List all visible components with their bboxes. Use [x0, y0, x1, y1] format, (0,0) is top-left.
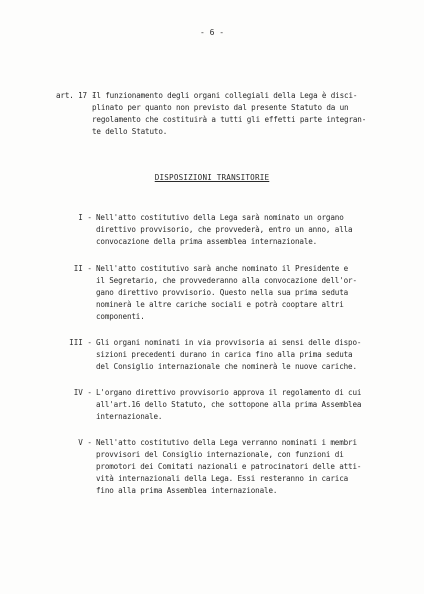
provision-5-line-5: fino alla prima Assemblea internazionale.	[96, 486, 278, 495]
provision-4-line-1: L'organo direttivo provvisorio approva il regolamento di cui	[96, 388, 362, 397]
provision-3-line-2: sizioni precedenti durano in carica fino alla prima seduta	[96, 350, 353, 359]
provision-5-line-3: promotori dei Comitati nazionali e patrocinatori delle atti-	[96, 462, 362, 471]
provision-3-line-3: del Consiglio internazionale che nominerà le nuove cariche.	[96, 362, 357, 371]
provision-1-line-1: Nell'atto costitutivo della Lega sarà nominato un organo	[96, 213, 344, 222]
provision-3-line-1: Gli organi nominati in via provvisoria ai sensi delle dispo-	[96, 338, 362, 347]
provision-5-line-4: vità internazionali della Lega. Essi resteranno in carica	[96, 474, 349, 483]
provision-2-numeral: II -	[73, 264, 92, 273]
provision-1-line-2: direttivo provvisorio, che provvederà, entro un anno, alla	[96, 225, 353, 234]
provision-2-line-2: il Segretario, che provvederanno alla convocazione dell'or-	[96, 276, 357, 285]
provision-5-line-2: provvisori del Consiglio internazionale, con funzioni di	[96, 450, 344, 459]
provision-5-line-1: Nell'atto costitutivo della Lega verranno nominati i membri	[96, 438, 357, 447]
article-17-line-4: te dello Statuto.	[92, 127, 168, 136]
provision-4-line-2: all'art.16 dello Statuto, che sottopone alla prima Assemblea	[96, 400, 362, 409]
provision-2-line-4: nominerà le altre cariche sociali e potrà cooptare altri	[96, 300, 344, 309]
article-17-line-2: plinato per quanto non previsto dal presente Statuto da un	[92, 103, 349, 112]
provision-2-line-5: componenti.	[96, 312, 145, 321]
provision-3-numeral: III -	[69, 338, 92, 347]
provision-4-line-3: internazionale.	[96, 412, 163, 421]
page-number: - 6 -	[199, 28, 225, 37]
section-heading: DISPOSIZIONI TRANSITORIE	[154, 173, 270, 182]
article-17-line-1: Il funzionamento degli organi collegiali della Lega è disci-	[92, 91, 358, 100]
article-17-label: art. 17 -	[56, 91, 96, 100]
provision-1-line-3: convocazione della prima assemblea internazionale.	[96, 237, 318, 246]
provision-2-line-1: Nell'atto costitutivo sarà anche nominato il Presidente e	[96, 264, 349, 273]
provision-1-numeral: I -	[78, 213, 92, 222]
provision-2-line-3: gano direttivo provvisorio. Questo nella sua prima seduta	[96, 288, 349, 297]
article-17-line-3: regolamento che costituirà a tutti gli effetti parte integran-	[92, 115, 367, 124]
provision-4-numeral: IV -	[73, 388, 92, 397]
provision-5-numeral: V -	[78, 438, 92, 447]
